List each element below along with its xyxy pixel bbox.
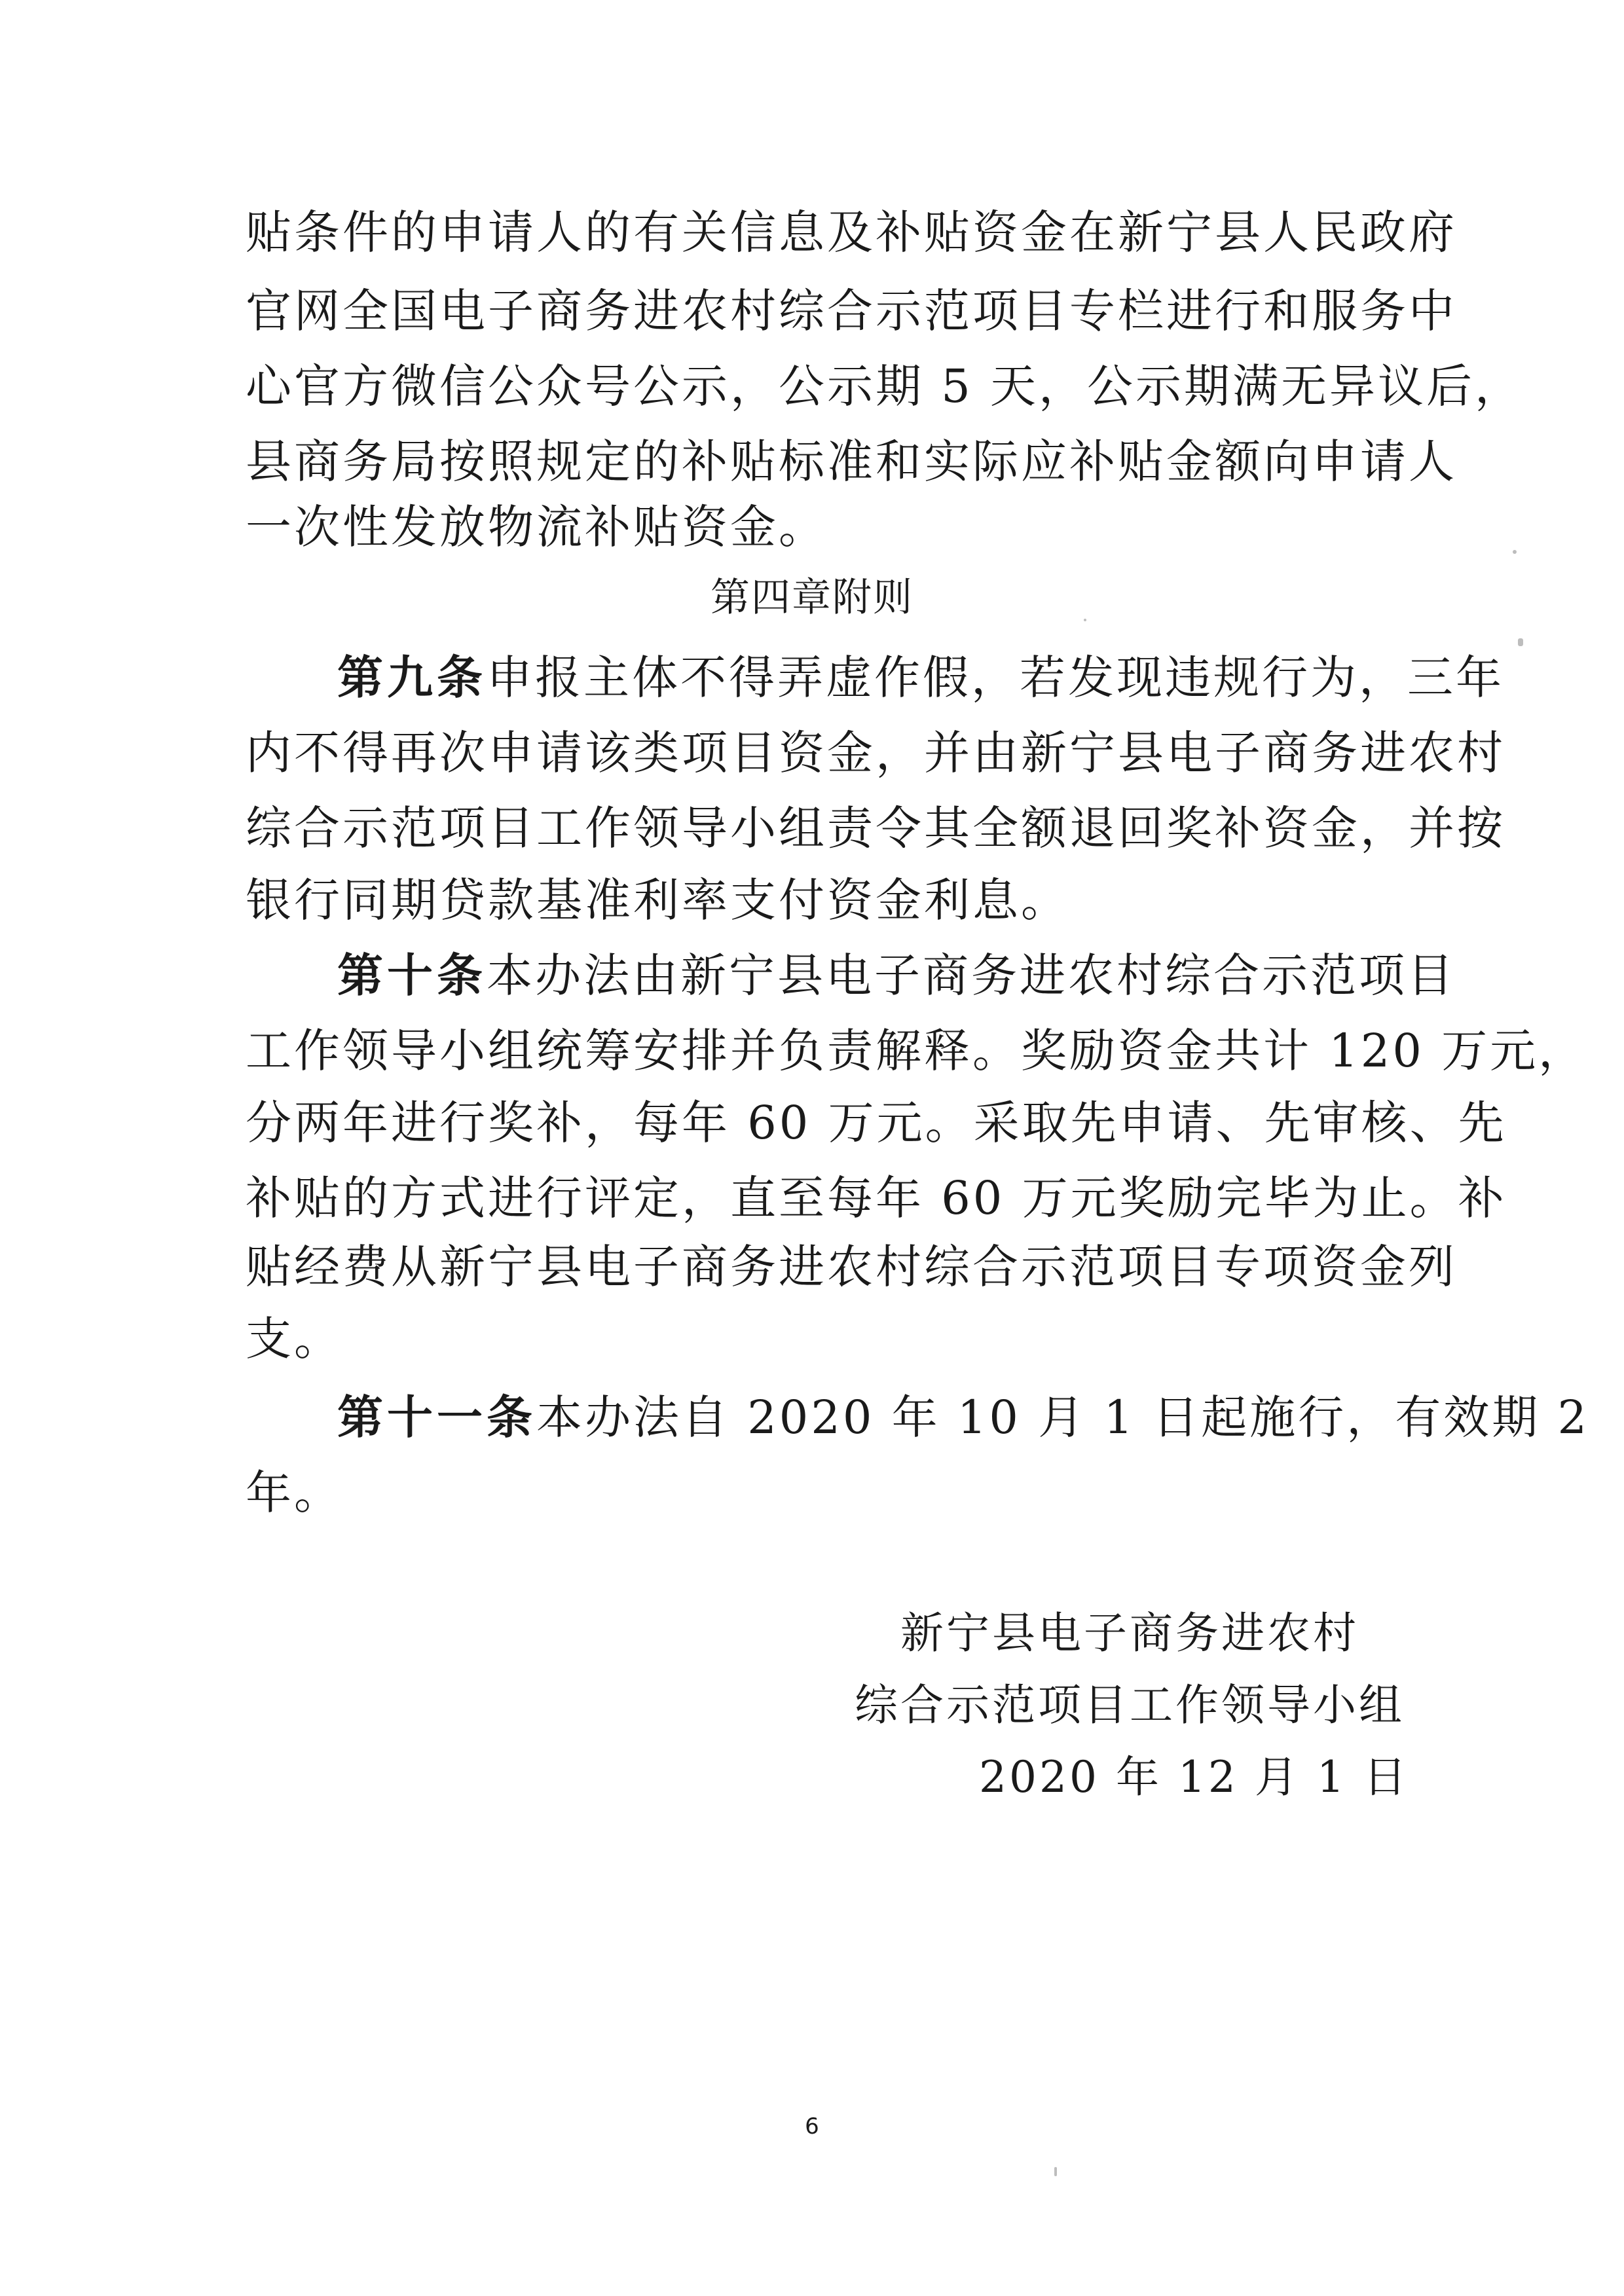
article11-text-1: 本办法自 2020 年 10 月 1 日起施行，有效期 2	[536, 1391, 1590, 1444]
scan-speck	[1513, 550, 1517, 554]
article10-label: 第十条	[337, 949, 487, 1002]
article9-line-4: 银行同期贷款基准利率支付资金利息。	[246, 873, 1069, 927]
intro-line-5: 一次性发放物流补贴资金。	[246, 500, 827, 554]
article11-line-1	[337, 1385, 1590, 1450]
page-number: 6	[805, 2113, 819, 2140]
article10-line-6: 支。	[246, 1312, 342, 1366]
signature-org-line-1: 新宁县电子商务进农村	[900, 1608, 1359, 1658]
chapter-heading: 第四章附则	[710, 575, 913, 621]
article9-text-1: 申报主体不得弄虚作假，若发现违规行为，三年	[487, 651, 1504, 704]
article9-label: 第九条	[337, 651, 487, 704]
article10-text-1: 本办法由新宁县电子商务进农村综合示范项目	[487, 949, 1456, 1002]
article9-line-2: 内不得再次申请该类项目资金，并由新宁县电子商务进农村	[246, 726, 1505, 780]
intro-line-1: 贴条件的申请人的有关信息及补贴资金在新宁县人民政府	[246, 206, 1457, 259]
article11-label: 第十一条	[337, 1391, 536, 1444]
article9-line-1	[337, 645, 1504, 710]
article10-line-5: 贴经费从新宁县电子商务进农村综合示范项目专项资金列	[246, 1240, 1457, 1294]
scan-speck	[1054, 2167, 1057, 2176]
article11-line-2: 年。	[246, 1466, 342, 1520]
scan-speck	[1518, 638, 1523, 646]
article10-line-1	[337, 943, 1456, 1008]
article9-line-3: 综合示范项目工作领导小组责令其全额退回奖补资金，并按	[246, 801, 1505, 855]
article10-line-4: 补贴的方式进行评定，直至每年 60 万元奖励完毕为止。补	[246, 1171, 1507, 1225]
intro-line-3: 心官方微信公众号公示，公示期 5 天，公示期满无异议后，	[246, 359, 1524, 413]
article10-line-3: 分两年进行奖补，每年 60 万元。采取先申请、先审核、先	[246, 1096, 1507, 1150]
article10-line-2: 工作领导小组统筹安排并负责解释。奖励资金共计 120 万元，	[246, 1024, 1587, 1078]
signature-date: 2020 年 12 月 1 日	[979, 1752, 1409, 1802]
signature-org-line-2: 综合示范项目工作领导小组	[855, 1680, 1405, 1730]
intro-line-2: 官网全国电子商务进农村综合示范项目专栏进行和服务中	[246, 284, 1457, 338]
intro-line-4: 县商务局按照规定的补贴标准和实际应补贴金额向申请人	[246, 435, 1457, 488]
scan-speck	[1084, 619, 1086, 621]
